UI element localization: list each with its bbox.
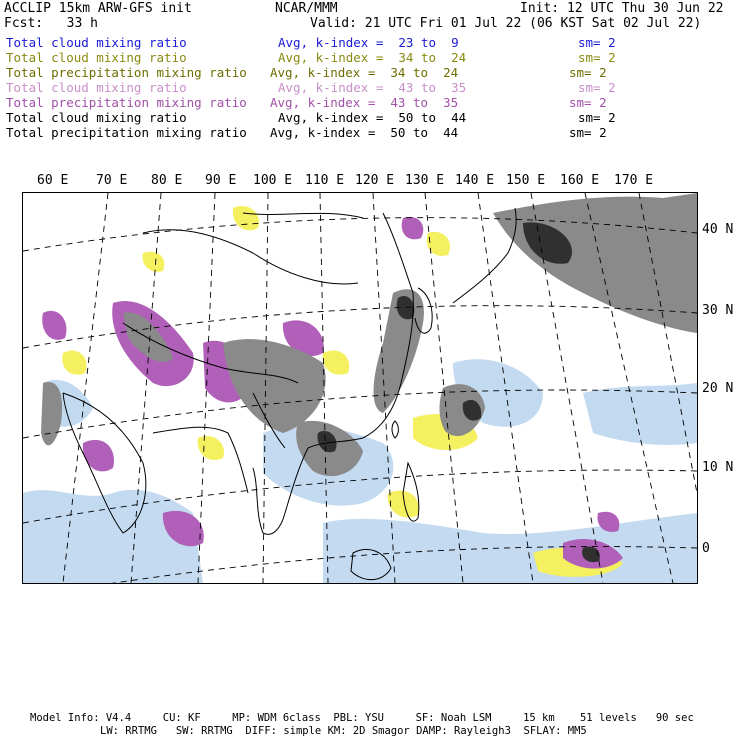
legend-row-2-smooth: sm= 2 [578,50,616,65]
legend-row-2-method: Avg, k-index = 34 to 24 [278,50,467,65]
title-center: NCAR/MMM [275,1,338,16]
mid-cloud-patch [323,351,350,375]
legend-row-6-field: Total cloud mixing ratio [6,110,187,125]
lon-label-120e: 120 E [355,173,395,188]
legend-row-2-field: Total cloud mixing ratio [6,50,187,65]
lon-label-150e: 150 E [506,173,546,188]
legend-row-5-field: Total precipitation mixing ratio [6,95,247,110]
high-cloud-patch [402,217,424,239]
deep-cloud-patch [41,382,62,445]
lon-label-80e: 80 E [151,173,183,188]
mid-cloud-patch [427,232,450,256]
legend-row-1-method: Avg, k-index = 23 to 9 [278,35,459,50]
legend-row-3-method: Avg, k-index = 34 to 24 [270,65,459,80]
legend-row-3-field: Total precipitation mixing ratio [6,65,247,80]
lon-label-160e: 160 E [560,173,600,188]
deep-cloud-patch [493,193,697,333]
legend-row-6-method: Avg, k-index = 50 to 44 [278,110,467,125]
lat-label-30n: 30 N [702,303,734,318]
lon-label-110e: 110 E [305,173,345,188]
low-cloud-patch [583,383,697,445]
lat-label-equator: 0 [702,541,710,556]
lon-label-130e: 130 E [405,173,445,188]
legend-row-1-field: Total cloud mixing ratio [6,35,187,50]
mid-cloud-patch [233,206,259,230]
init-time: Init: 12 UTC Thu 30 Jun 22 [520,1,724,16]
legend-row-1-smooth: sm= 2 [578,35,616,50]
lon-label-100e: 100 E [253,173,293,188]
legend-row-4-method: Avg, k-index = 43 to 35 [278,80,467,95]
lon-label-60e: 60 E [37,173,69,188]
lon-label-70e: 70 E [96,173,128,188]
legend-row-6-smooth: sm= 2 [578,110,616,125]
forecast-hour: Fcst: 33 h [4,16,98,31]
border-mongolia [243,213,363,218]
valid-time: Valid: 21 UTC Fri 01 Jul 22 (06 KST Sat 02 Jul 22) [310,16,702,31]
high-cloud-patch [83,440,114,472]
footer-model-info: Model Info: V4.4 CU: KF MP: WDM 6class PBL: YSU SF: Noah LSM 15 km 51 levels 90 sec [30,712,694,724]
lat-label-10n: 10 N [702,460,734,475]
legend-row-7-smooth: sm= 2 [569,125,607,140]
legend-row-7-field: Total precipitation mixing ratio [6,125,247,140]
map-panel [22,192,698,584]
mid-cloud-patch [143,252,165,272]
low-cloud-patch [323,513,697,583]
mid-cloud-patch [198,436,224,460]
lat-label-20n: 20 N [702,381,734,396]
title-left: ACCLIP 15km ARW-GFS init [4,1,192,16]
lat-label-40n: 40 N [702,222,734,237]
lon-label-140e: 140 E [455,173,495,188]
coastline-taiwan [392,421,398,438]
footer-physics-info: LW: RRTMG SW: RRTMG DIFF: simple KM: 2D Smagor DAMP: Rayleigh3 SFLAY: MM5 [100,725,587,737]
weather-map [23,193,697,583]
lon-label-90e: 90 E [205,173,237,188]
legend-row-7-method: Avg, k-index = 50 to 44 [270,125,459,140]
legend-row-4-field: Total cloud mixing ratio [6,80,187,95]
border-china-west [143,230,358,284]
legend-row-5-smooth: sm= 2 [569,95,607,110]
legend-row-3-smooth: sm= 2 [569,65,607,80]
legend-row-4-smooth: sm= 2 [578,80,616,95]
lon-label-170e: 170 E [614,173,654,188]
high-cloud-patch [42,311,66,340]
legend-row-5-method: Avg, k-index = 43 to 35 [270,95,459,110]
mid-cloud-patch [62,351,86,375]
